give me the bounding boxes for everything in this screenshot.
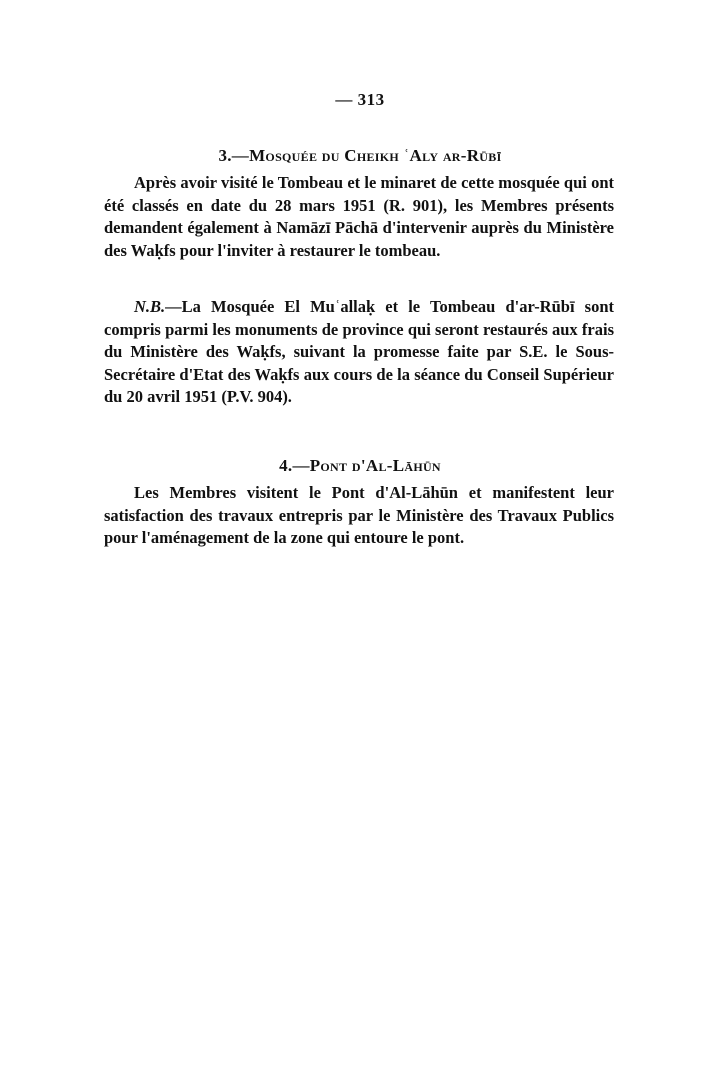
- section-3-heading: 3.—Mosquée du Cheikh ʿAly ar-Rūbī: [218, 146, 502, 165]
- nb-text: —La Mosquée El Muʿallaḳ et le Tombeau d'ar-Rūbī sont compris parmi les monuments de province qui seront restaurés aux frais du Ministère des Waḳfs, suivant la promesse faite par S.E. le Sous-Secrétaire d'Etat des Waḳfs aux cours de la séance du Conseil Supérieur du 20 avril 1951 (P.V. 904).: [104, 297, 614, 406]
- nb-note-paragraph: [104, 296, 614, 409]
- page-number: — 313: [335, 90, 385, 109]
- section-4-heading: 4.—Pont d'Al-Lāhūn: [279, 456, 441, 475]
- section-4-paragraph: Les Membres visitent le Pont d'Al-Lāhūn et manifestent leur satisfaction des travaux entrepris par le Ministère des Travaux Publics pour l'aménagement de la zone qui entoure le pont.: [104, 483, 614, 547]
- nb-label: N.B.: [134, 297, 166, 316]
- section-3-paragraph: Après avoir visité le Tombeau et le minaret de cette mosquée qui ont été classés en date du 28 mars 1951 (R. 901), les Membres présents demandent également à Namāzī Pāchā d'intervenir auprès du Ministère des Waḳfs pour l'inviter à restaurer le tombeau.: [104, 173, 614, 260]
